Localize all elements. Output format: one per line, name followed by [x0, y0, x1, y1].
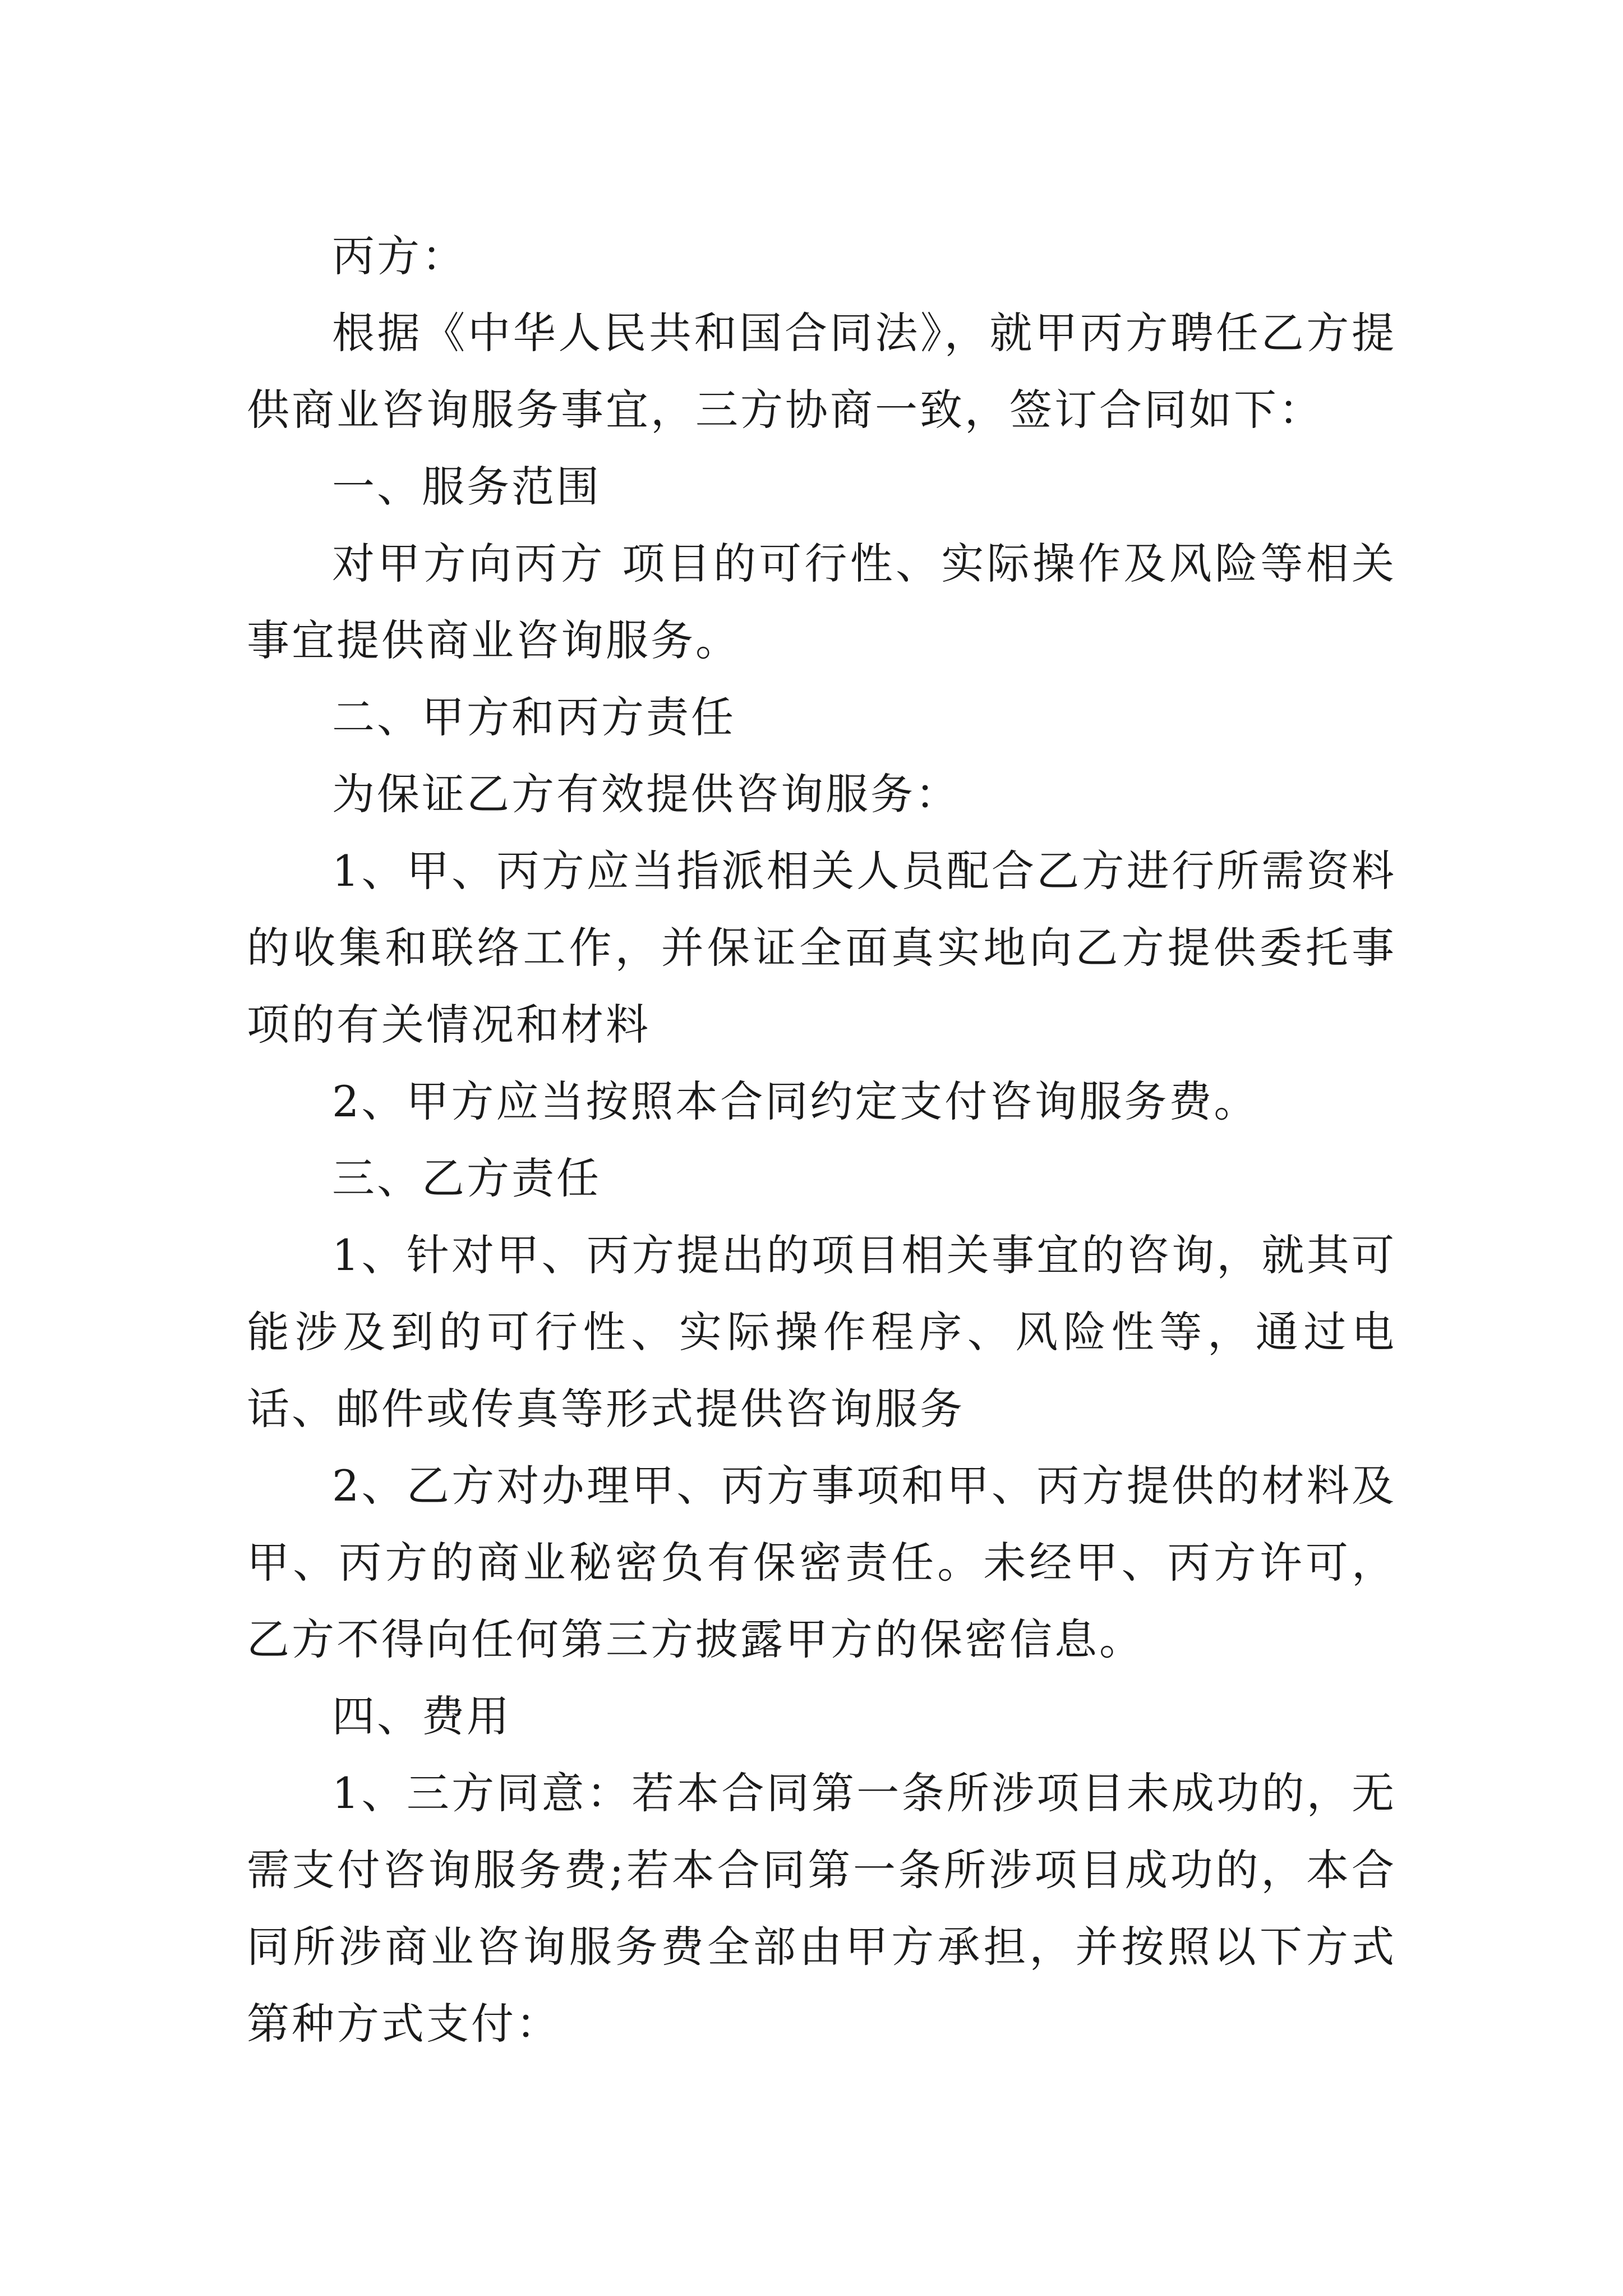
- fees-item-1: 1、三方同意：若本合同第一条所涉项目未成功的，无需支付咨询服务费;若本合同第一条所涉项目成功的，本合同所涉商业咨询服务费全部由甲方承担，并按照以下方式第种方式支付：: [247, 1768, 1396, 2049]
- document-body: [247, 218, 1396, 2062]
- duty-item-2: 2、甲方应当按照本合同约定支付咨询服务费。: [332, 1076, 1259, 1126]
- section-heading-party-a-c-duties: 二、甲方和丙方责任: [332, 692, 736, 742]
- scope-paragraph: 对甲方向丙方 项目的可行性、实际操作及风险等相关事宜提供商业咨询服务。: [247, 539, 1396, 665]
- preamble-paragraph: 根据《中华人民共和国合同法》，就甲丙方聘任乙方提供商业咨询服务事宜，三方协商一致，签订合同如下：: [247, 308, 1396, 435]
- section-heading-scope: 一、服务范围: [332, 462, 601, 512]
- section-heading-fees: 四、费用: [332, 1691, 511, 1741]
- section-heading-party-b-duties: 三、乙方责任: [332, 1153, 601, 1203]
- party-c-line: 丙方：: [332, 231, 467, 281]
- party-b-duty-item-1: 1、针对甲、丙方提出的项目相关事宜的咨询，就其可能涉及到的可行性、实际操作程序、风险性等，通过电话、邮件或传真等形式提供咨询服务: [247, 1230, 1396, 1434]
- duties-intro-paragraph: 为保证乙方有效提供咨询服务：: [332, 769, 960, 819]
- party-b-duty-item-2: 2、乙方对办理甲、丙方事项和甲、丙方提供的材料及甲、丙方的商业秘密负有保密责任。未经甲、丙方许可，乙方不得向任何第三方披露甲方的保密信息。: [247, 1461, 1396, 1664]
- duty-item-1: 1、甲、丙方应当指派相关人员配合乙方进行所需资料的收集和联络工作，并保证全面真实地向乙方提供委托事项的有关情况和材料: [247, 846, 1396, 1050]
